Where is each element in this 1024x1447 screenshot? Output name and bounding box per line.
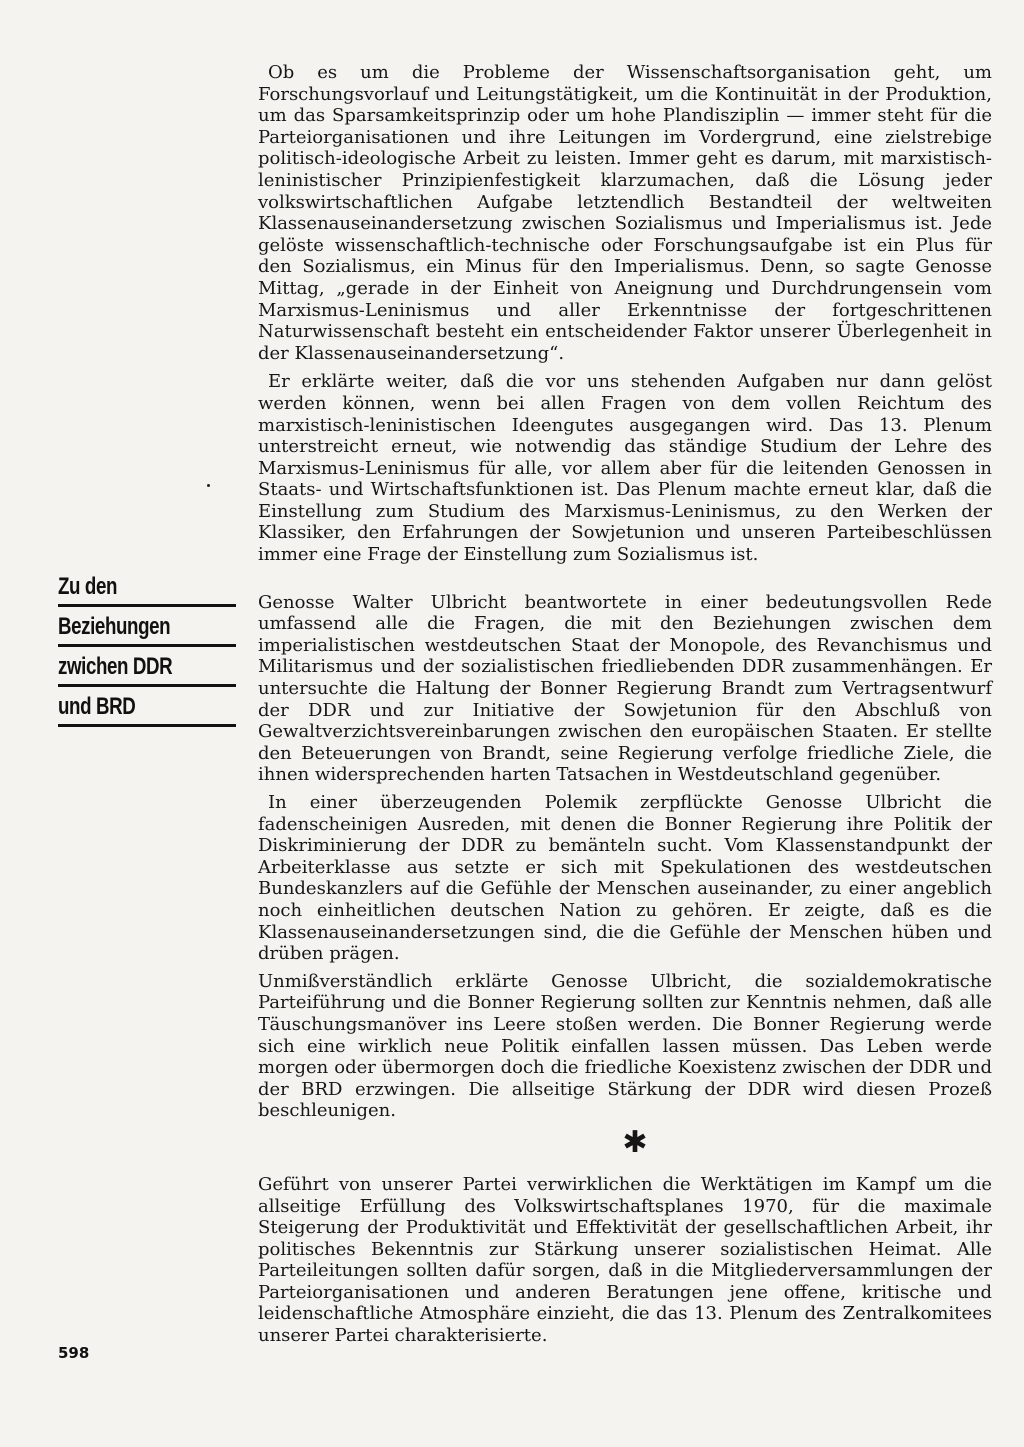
paragraph-ulbricht-rede: Genosse Walter Ulbricht beantwortete in einer bedeutungsvollen Rede umfassend alle die Fragen, die mit den Beziehungen zwischen dem imperialistischen westdeutschen Staat der Monopole, des Revanchismus und Militarismus und der sozialistischen friedliebenden DDR zusammenhängen. Er untersuchte die Haltung der Bonner Regierung Brandt zum Vertragsentwurf der DDR und zur Initiative der Sowjetunion für den Abschluß von Gewaltverzichtsvereinbarungen zwischen den europäischen Staaten. Er stellte den Beteuerungen von Brandt, seine Regierung verfolge friedliche Ziele, die ihnen widersprechenden harten Tatsachen in Westdeutschland gegenüber. [258, 591, 992, 786]
print-speck [207, 484, 210, 487]
heading-rule [58, 644, 236, 647]
heading-line-2: Beziehungen [58, 613, 171, 640]
paragraph-studium-marxismus: Er erklärte weiter, daß die vor uns stehenden Aufgaben nur dann gelöst werden können, wenn bei allen Fragen von dem vollen Reichtum des marxistisch-leninistischen Ideengutes ausgegangen wird. Das 13. Plenum unterstreicht erneut, wie notwendig das ständige Studium der Lehre des Marxismus-Leninismus für alle, vor allem aber für die leitenden Genossen in Staats- und Wirtschaftsfunktionen ist. Das Plenum machte erneut klar, daß die Einstellung zum Studium des Marxismus-Leninismus, zu den Werken der Klassiker, den Erfahrungen der Sowjetunion und unseren Parteibeschlüssen immer eine Frage der Einstellung zum Sozialismus ist. [258, 371, 992, 566]
heading-rule [58, 604, 236, 607]
page-number: 598 [58, 1344, 90, 1362]
paragraph-koexistenz: Unmißverständlich erklärte Genosse Ulbricht, die sozialdemokratische Parteiführung und die Bonner Regierung sollten zur Kenntnis nehmen, daß alle Täuschungsmanöver ins Leere stoßen werden. Die Bonner Regierung werde sich eine wirklich neue Politik einfallen lassen müssen. Das Leben werde morgen oder übermorgen doch die friedliche Koexistenz zwischen der DDR und der BRD erzwingen. Die allseitige Stärkung der DDR wird diesen Prozeß beschleunigen. [258, 970, 992, 1122]
section-gap [258, 566, 992, 592]
paragraph-polemik: In einer überzeugenden Polemik zerpflückte Genosse Ulbricht die fadenscheinigen Ausreden, mit denen die Bonner Regierung ihre Politik der Diskriminierung der DDR zu bemänteln sucht. Vom Klassenstandpunkt der Arbeiterklasse aus setzte er sich mit Spekulationen des westdeutschen Bundeskanzlers auf die Gefühle der Menschen auseinander, zu einer angeblich noch einheitlichen deutschen Nation zu gehören. Er zeigte, daß es die Klassenauseinandersetzungen sind, die die Gefühle der Menschen hüben und drüben prägen. [258, 792, 992, 965]
heading-line-4: und BRD [58, 693, 136, 720]
heading-line-3: zwichen DDR [58, 653, 173, 680]
main-text-column [258, 62, 992, 1347]
paragraph-wissenschaftsorganisation: Ob es um die Probleme der Wissenschaftsorganisation geht, um Forschungsvorlauf und Leitungstätigkeit, um die Kontinuität in der Produktion, um das Sparsamkeitsprinzip oder um hohe Plandisziplin — immer steht für die Parteiorganisationen und ihre Leitungen im Vordergrund, eine zielstrebige politisch-ideologische Arbeit zu leisten. Immer geht es darum, mit marxistisch-leninistischer Prinzipienfestigkeit klarzumachen, daß die Lösung jeder volkswirtschaftlichen Aufgabe letztendlich Bestandteil der weltweiten Klassenauseinandersetzung zwischen Sozialismus und Imperialismus ist. Jede gelöste wissenschaftlich-technische oder Forschungsaufgabe ist ein Plus für den Sozialismus, ein Minus für den Imperialismus. Denn, so sagte Genosse Mittag, „gerade in der Einheit von Aneignung und Durchdrungensein vom Marxismus-Leninismus und aller Erkenntnisse der fortgeschrittenen Naturwissenschaft besteht ein entscheidender Faktor unserer Überlegenheit in der Klassenauseinandersetzung“. [258, 62, 992, 364]
heading-line-1: Zu den [58, 573, 118, 600]
paragraph-volkswirtschaftsplan: Geführt von unserer Partei verwirklichen die Werktätigen im Kampf um die allseitige Erfüllung des Volkswirtschaftsplanes 1970, für die maximale Steigerung der Produktivität und Effektivität der gesellschaftlichen Arbeit, ihr politisches Bekenntnis zur Stärkung unserer sozialistischen Heimat. Alle Parteileitungen sollten dafür sorgen, daß in die Mitgliederversammlungen der Parteiorganisationen und anderen Beratungen jene offene, kritische und leidenschaftliche Atmosphäre einzieht, die das 13. Plenum des Zentralkomitees unserer Partei charakterisierte. [258, 1173, 992, 1347]
section-side-heading [58, 574, 236, 734]
asterisk-separator: ✱ [622, 1124, 648, 1160]
heading-rule [58, 724, 236, 727]
heading-rule [58, 684, 236, 687]
